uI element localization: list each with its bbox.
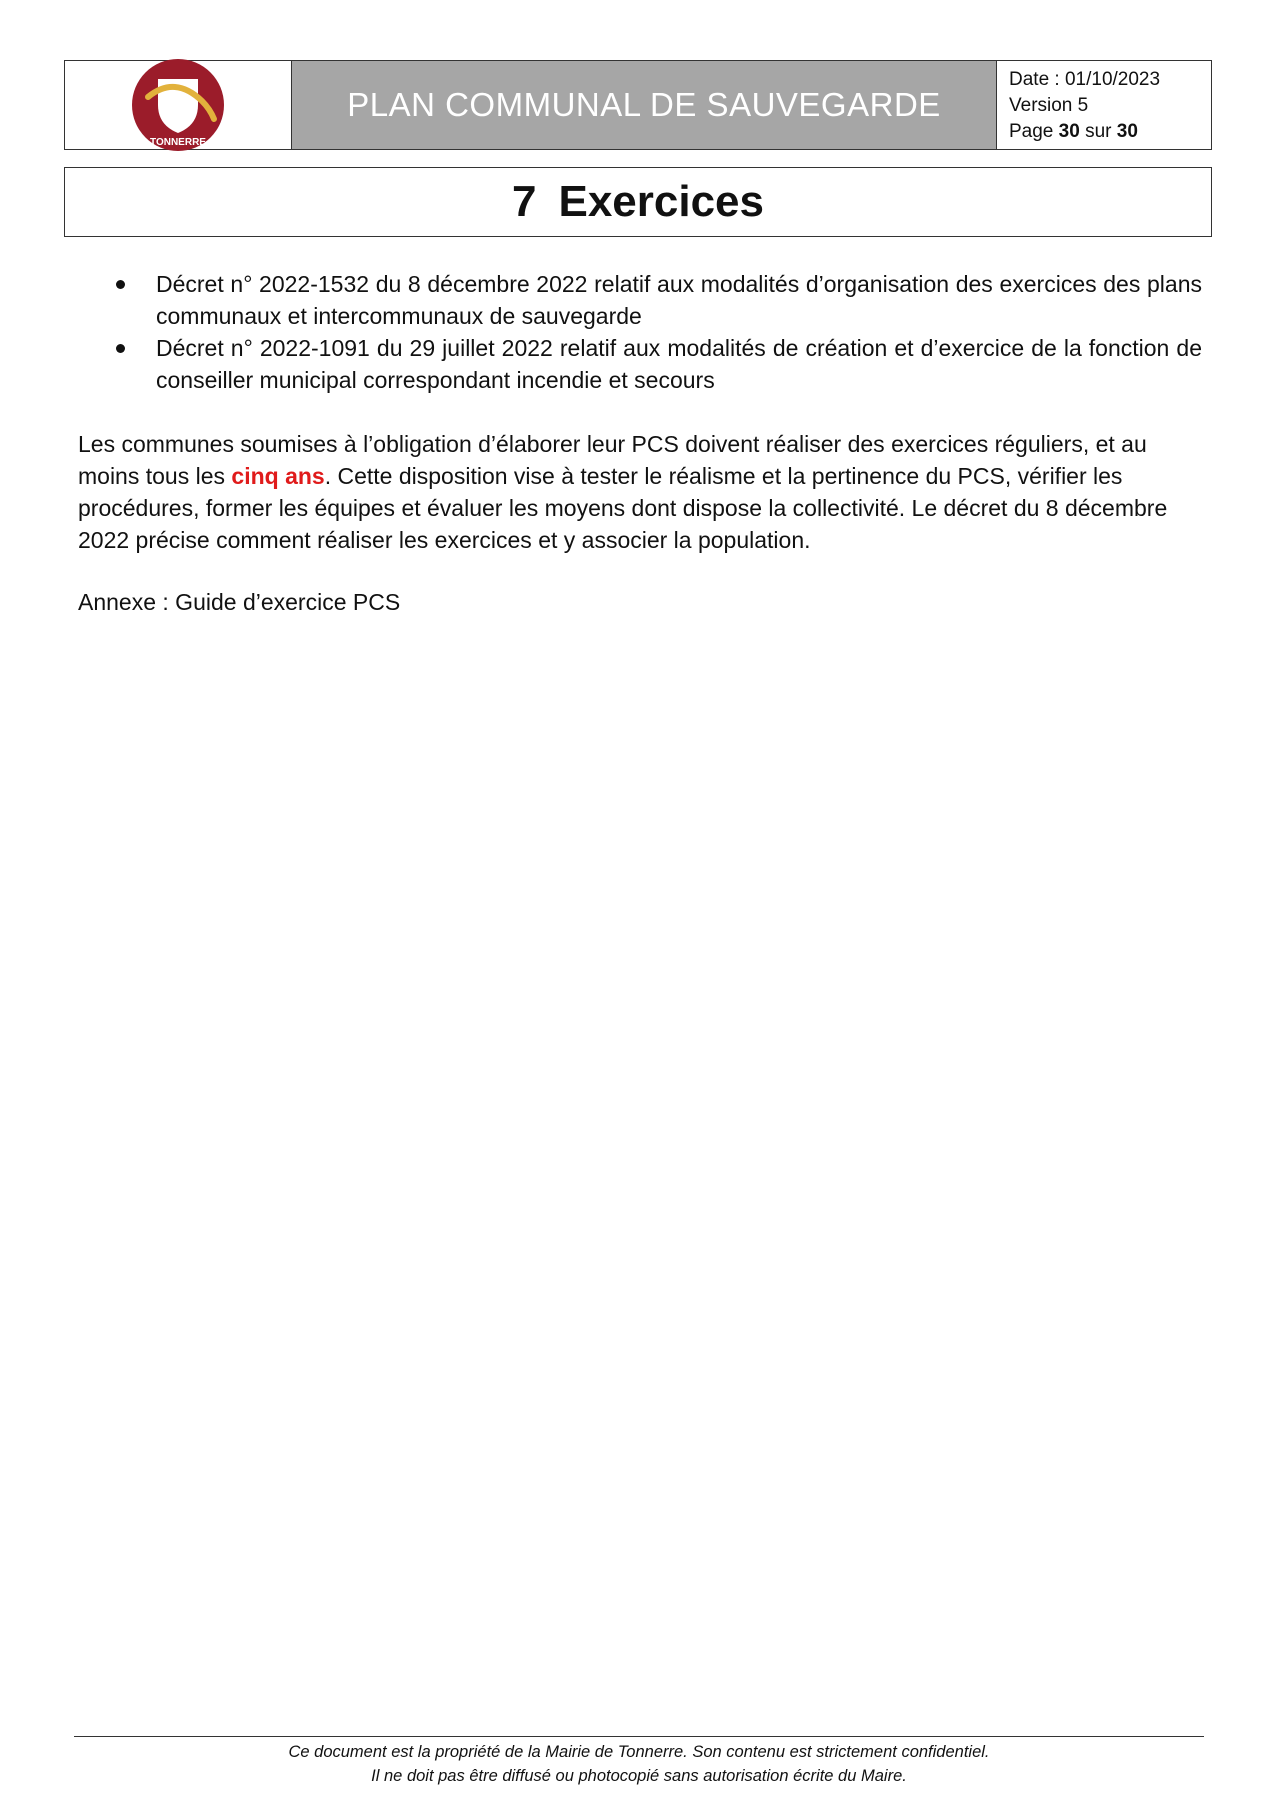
document-header <box>64 60 1212 150</box>
list-item-text: Décret n° 2022-1532 du 8 décembre 2022 relatif aux modalités d’organisation des exercices des plans communaux et intercommunaux de sauvegarde <box>156 271 1202 329</box>
annex-reference: Annexe : Guide d’exercice PCS <box>78 589 401 615</box>
paragraph-after: . Cette disposition vise à tester le réalisme et la pertinence du PCS, vérifier les procédures, former les équipes et évaluer les moyens dont dispose la collectivité. Le décret du 8 décembre 2022 précise comment réaliser les exercices et y associer la population. <box>78 463 1168 553</box>
section-title: Exercices <box>558 177 764 226</box>
page-prefix: Page <box>1009 121 1059 142</box>
document-footer <box>74 1740 1204 1788</box>
body-paragraph <box>78 428 1212 556</box>
paragraph-highlight: cinq ans <box>231 463 325 489</box>
logo-text: TONNERRE <box>150 137 206 148</box>
list-item <box>110 332 1202 396</box>
page-line <box>1009 119 1211 145</box>
section-heading <box>64 167 1212 237</box>
section-number: 7 <box>511 177 537 226</box>
page-mid: sur <box>1079 121 1117 142</box>
list-item-text: Décret n° 2022-1091 du 29 juillet 2022 relatif aux modalités de création et d’exercice de la fonction de conseiller municipal correspondant incendie et secours <box>156 335 1202 393</box>
page-total: 30 <box>1116 121 1138 142</box>
bullet-icon <box>116 344 125 353</box>
list-item <box>110 268 1202 332</box>
footer-divider <box>74 1736 1204 1737</box>
document-title: PLAN COMMUNAL DE SAUVEGARDE <box>292 61 997 149</box>
page-current: 30 <box>1058 121 1080 142</box>
document-meta <box>997 61 1211 149</box>
logo-cell <box>65 61 292 149</box>
footer-line-1: Ce document est la propriété de la Mairie de Tonnerre. Son contenu est strictement confidentiel. <box>288 1743 990 1761</box>
bullet-icon <box>116 280 125 289</box>
decree-list <box>110 268 1202 396</box>
footer-line-2: Il ne doit pas être diffusé ou photocopié sans autorisation écrite du Maire. <box>371 1767 907 1785</box>
paragraph-before: Les communes soumises à l’obligation d’élaborer leur PCS doivent réaliser des exercices réguliers, et au moins tous les <box>78 431 1147 489</box>
version-line: Version 5 <box>1009 95 1089 116</box>
date-line: Date : 01/10/2023 <box>1009 69 1161 90</box>
tonnerre-logo <box>130 57 226 153</box>
